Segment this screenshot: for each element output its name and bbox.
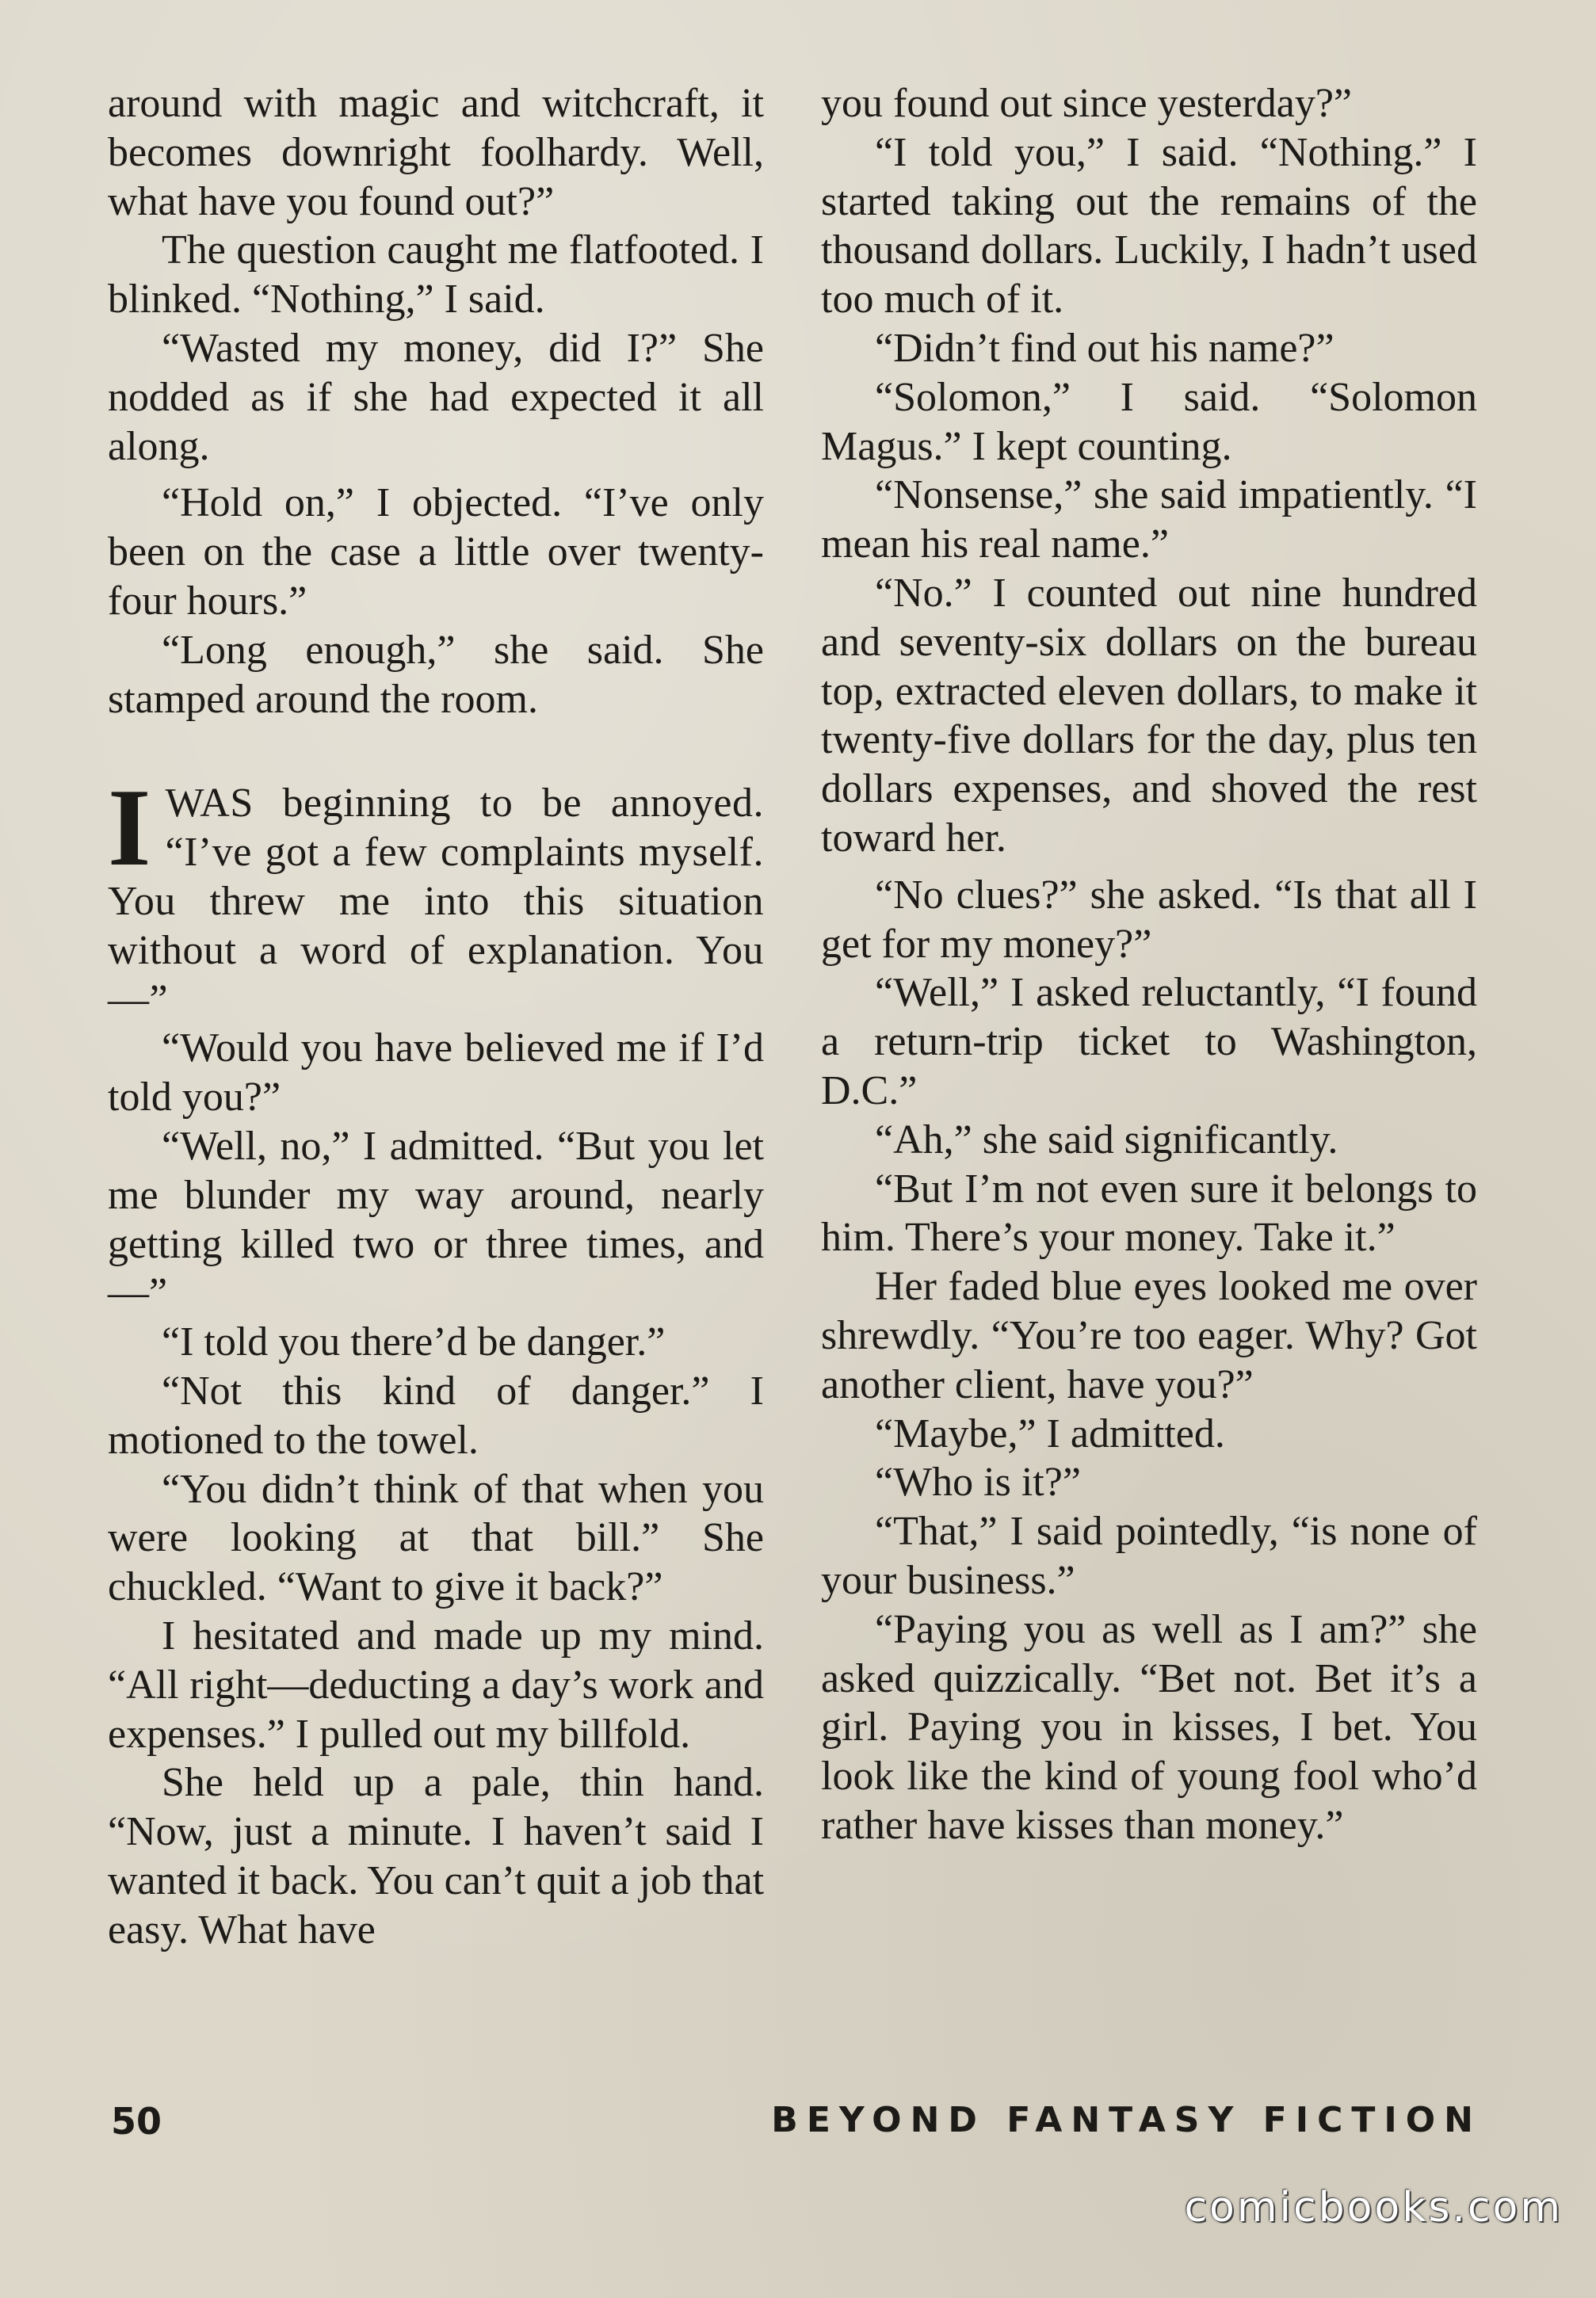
paragraph: “That,” I said pointedly, “is none of your business.” xyxy=(821,1509,1477,1603)
paragraph: “Paying you as well as I am?” she asked quizzically. “Bet not. Bet it’s a girl. Paying you in kisses, I bet. You look like the kind of young fool who’d rather have kisses than money.” xyxy=(821,1606,1477,1848)
magazine-title: BEYOND FANTASY FICTION xyxy=(771,2100,1482,2140)
paragraph: you found out since yesterday?” xyxy=(821,81,1353,126)
left-text-column xyxy=(108,79,764,1954)
paragraph: “I told you there’d be danger.” xyxy=(162,1319,666,1365)
paragraph: “Not this kind of danger.” I motioned to the towel. xyxy=(108,1368,764,1463)
paragraph: “Long enough,” she said. She stamped around the room. xyxy=(108,627,764,722)
paragraph: “No clues?” she asked. “Is that all I get for my money?” xyxy=(821,872,1477,967)
paragraph: “Hold on,” I objected. “I’ve only been on the case a little over twenty-four hours.” xyxy=(108,480,764,624)
paragraph: Her faded blue eyes looked me over shrewdly. “You’re too eager. Why? Got another client, have you?” xyxy=(821,1264,1477,1407)
paragraph: “But I’m not even sure it belongs to him. There’s your money. Take it.” xyxy=(821,1166,1477,1261)
paragraph: “Would you have believed me if I’d told you?” xyxy=(108,1025,764,1120)
paragraph: “Solomon,” I said. “Solomon Magus.” I kept counting. xyxy=(821,374,1477,469)
right-text-column xyxy=(821,79,1477,1850)
paragraph: “I told you,” I said. “Nothing.” I started taking out the remains of the thousand dollars. Luckily, I hadn’t used too much of it. xyxy=(821,129,1477,323)
paragraph: I hesitated and made up my mind. “All right—deducting a day’s work and expenses.” I pulled out my billfold. xyxy=(108,1613,764,1757)
paragraph: “Well, no,” I admitted. “But you let me blunder my way around, nearly getting killed two or three times, and—” xyxy=(108,1123,764,1316)
paragraph: “Didn’t find out his name?” xyxy=(875,325,1334,371)
paragraph: “Who is it?” xyxy=(875,1460,1081,1506)
paragraph: “Maybe,” I admitted. xyxy=(875,1410,1225,1456)
paragraph: “You didn’t think of that when you were looking at that bill.” She chuckled. “Want to give it back?” xyxy=(108,1466,764,1610)
paragraph: “Ah,” she said significantly. xyxy=(875,1117,1338,1162)
paragraph-text: WAS beginning to be annoyed. “I’ve got a few complaints myself. You threw me into this situation without a word of explanation. You—” xyxy=(108,781,764,1022)
paragraph: “No.” I counted out nine hundred and seventy-six dollars on the bureau top, extracted eleven dollars, to make it twenty-five dollars for the day, plus ten dollars expenses, and shoved the rest toward her. xyxy=(821,570,1477,861)
section-opening-paragraph xyxy=(108,766,764,1024)
paragraph: She held up a pale, thin hand. “Now, just a minute. I haven’t said I wanted it back. You can’t quit a job that easy. What have xyxy=(108,1760,765,1953)
paragraph: “Wasted my money, did I?” She nodded as if she had expected it all along. xyxy=(108,325,764,469)
watermark: comicbooks.com xyxy=(1184,2184,1563,2231)
drop-cap: I xyxy=(108,766,151,890)
paragraph: “Nonsense,” she said impatiently. “I mean his real name.” xyxy=(821,472,1477,567)
paragraph: The question caught me flatfooted. I blinked. “Nothing,” I said. xyxy=(108,227,764,323)
page-footer xyxy=(111,2100,1482,2155)
paragraph: “Well,” I asked reluctantly, “I found a return-trip ticket to Washington, D.C.” xyxy=(821,970,1477,1113)
page-number: 50 xyxy=(111,2100,162,2143)
paragraph: around with magic and witchcraft, it becomes downright foolhardy. Well, what have you found out?” xyxy=(108,81,764,224)
